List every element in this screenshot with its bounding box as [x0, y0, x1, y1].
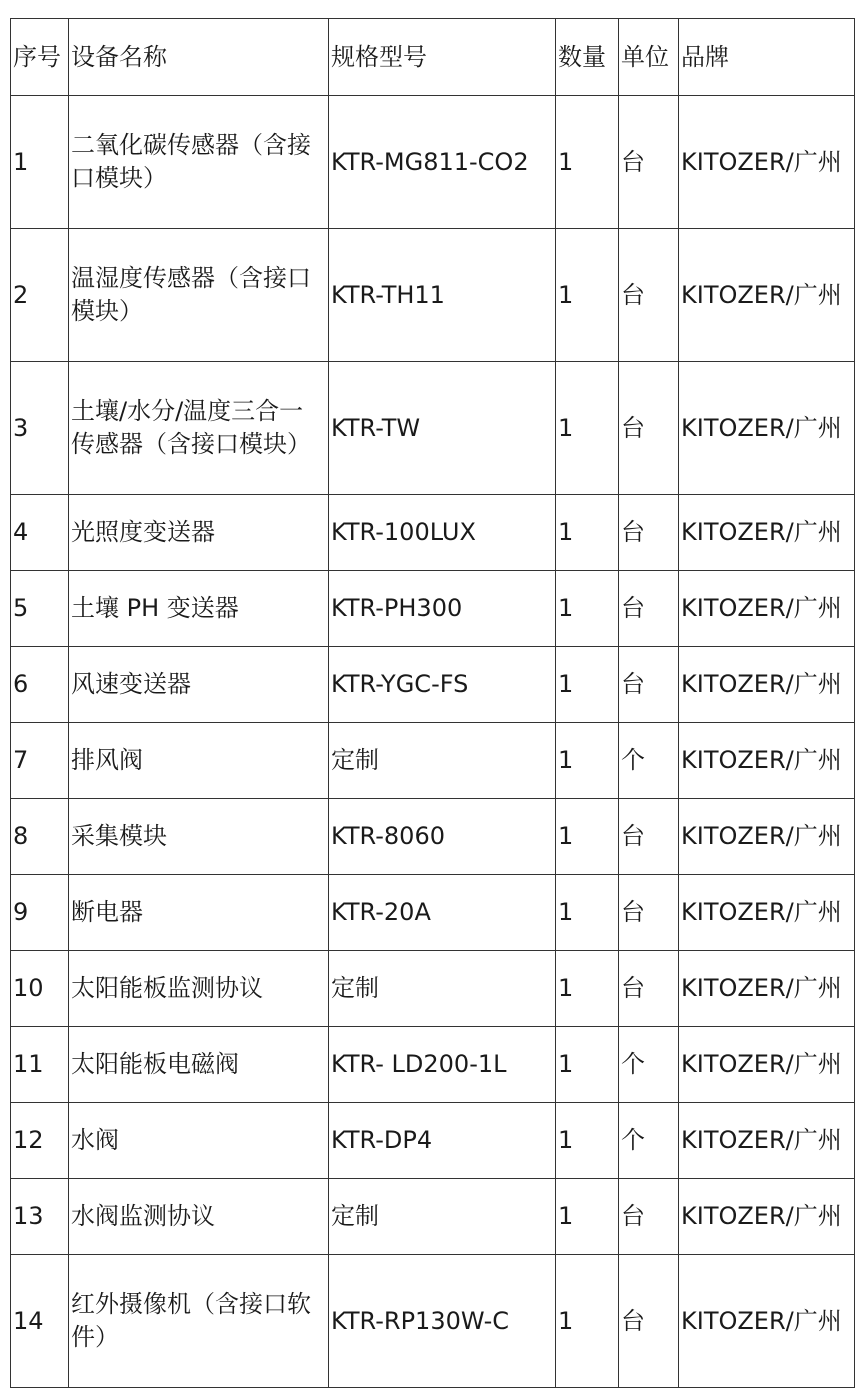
cell-brand: KITOZER/广州	[679, 96, 855, 229]
header-name: 设备名称	[69, 19, 329, 96]
cell-model: KTR-YGC-FS	[329, 647, 556, 723]
cell-model: KTR-DP4	[329, 1103, 556, 1179]
cell-unit: 台	[619, 229, 679, 362]
cell-name-line: 排风阀	[71, 746, 143, 774]
cell-index: 1	[11, 96, 69, 229]
header-model: 规格型号	[329, 19, 556, 96]
cell-name-line: 太阳能板监测协议	[71, 974, 263, 1002]
cell-unit: 个	[619, 1027, 679, 1103]
table-row	[11, 495, 855, 571]
cell-index: 2	[11, 229, 69, 362]
cell-name-line: 断电器	[71, 898, 143, 926]
cell-model: KTR-PH300	[329, 571, 556, 647]
table-row	[11, 1255, 855, 1388]
cell-model: 定制	[329, 723, 556, 799]
cell-name-line: 传感器（含接口模块）	[71, 430, 311, 458]
cell-unit: 台	[619, 951, 679, 1027]
cell-name-line: 件）	[71, 1323, 119, 1351]
cell-name	[69, 1103, 329, 1179]
cell-qty: 1	[556, 875, 619, 951]
cell-index: 8	[11, 799, 69, 875]
cell-name	[69, 799, 329, 875]
cell-brand: KITOZER/广州	[679, 951, 855, 1027]
cell-name-line: 风速变送器	[71, 670, 191, 698]
cell-index: 5	[11, 571, 69, 647]
cell-qty: 1	[556, 1179, 619, 1255]
cell-brand: KITOZER/广州	[679, 1027, 855, 1103]
cell-qty: 1	[556, 495, 619, 571]
cell-name	[69, 875, 329, 951]
table-row	[11, 362, 855, 495]
cell-qty: 1	[556, 1103, 619, 1179]
equipment-table	[10, 18, 855, 1388]
cell-name-line: 红外摄像机（含接口软	[71, 1290, 311, 1318]
table-row	[11, 1179, 855, 1255]
cell-index: 7	[11, 723, 69, 799]
cell-index: 12	[11, 1103, 69, 1179]
cell-brand: KITOZER/广州	[679, 229, 855, 362]
cell-brand: KITOZER/广州	[679, 1179, 855, 1255]
cell-name-line: 模块）	[71, 297, 143, 325]
header-index: 序号	[11, 19, 69, 96]
cell-model: KTR-20A	[329, 875, 556, 951]
table-row	[11, 571, 855, 647]
cell-model: KTR-TH11	[329, 229, 556, 362]
cell-model: KTR-100LUX	[329, 495, 556, 571]
cell-name	[69, 951, 329, 1027]
cell-name	[69, 362, 329, 495]
cell-name-line: 二氧化碳传感器（含接	[71, 131, 311, 159]
cell-brand: KITOZER/广州	[679, 799, 855, 875]
cell-qty: 1	[556, 1027, 619, 1103]
cell-qty: 1	[556, 571, 619, 647]
cell-qty: 1	[556, 362, 619, 495]
cell-name-line: 太阳能板电磁阀	[71, 1050, 239, 1078]
cell-model: KTR-MG811-CO2	[329, 96, 556, 229]
cell-name	[69, 723, 329, 799]
cell-unit: 个	[619, 1103, 679, 1179]
cell-qty: 1	[556, 647, 619, 723]
cell-name	[69, 571, 329, 647]
table-row	[11, 647, 855, 723]
cell-index: 14	[11, 1255, 69, 1388]
header-row	[11, 19, 855, 96]
cell-name-line: 采集模块	[71, 822, 167, 850]
cell-name	[69, 647, 329, 723]
table-row	[11, 723, 855, 799]
cell-name	[69, 495, 329, 571]
cell-model: KTR-8060	[329, 799, 556, 875]
header-qty: 数量	[556, 19, 619, 96]
cell-qty: 1	[556, 96, 619, 229]
cell-name	[69, 1179, 329, 1255]
cell-name	[69, 1027, 329, 1103]
cell-brand: KITOZER/广州	[679, 1103, 855, 1179]
cell-name-line: 土壤/水分/温度三合一	[71, 397, 304, 425]
cell-unit: 台	[619, 647, 679, 723]
cell-model: 定制	[329, 951, 556, 1027]
cell-index: 3	[11, 362, 69, 495]
table-row	[11, 229, 855, 362]
cell-model: KTR-RP130W-C	[329, 1255, 556, 1388]
cell-qty: 1	[556, 799, 619, 875]
cell-unit: 台	[619, 495, 679, 571]
cell-name-line: 土壤 PH 变送器	[71, 594, 239, 622]
cell-brand: KITOZER/广州	[679, 723, 855, 799]
cell-unit: 台	[619, 875, 679, 951]
cell-unit: 台	[619, 1255, 679, 1388]
table-row	[11, 875, 855, 951]
cell-index: 10	[11, 951, 69, 1027]
cell-index: 11	[11, 1027, 69, 1103]
cell-model: KTR-TW	[329, 362, 556, 495]
cell-brand: KITOZER/广州	[679, 495, 855, 571]
cell-index: 6	[11, 647, 69, 723]
header-unit: 单位	[619, 19, 679, 96]
cell-unit: 台	[619, 1179, 679, 1255]
cell-unit: 台	[619, 362, 679, 495]
cell-model: 定制	[329, 1179, 556, 1255]
table-row	[11, 799, 855, 875]
cell-unit: 台	[619, 96, 679, 229]
cell-unit: 台	[619, 571, 679, 647]
cell-name-line: 口模块）	[71, 164, 167, 192]
cell-qty: 1	[556, 723, 619, 799]
cell-unit: 个	[619, 723, 679, 799]
cell-brand: KITOZER/广州	[679, 571, 855, 647]
cell-name-line: 水阀	[71, 1126, 119, 1154]
cell-index: 9	[11, 875, 69, 951]
table-body	[11, 96, 855, 1388]
cell-name-line: 光照度变送器	[71, 518, 215, 546]
cell-brand: KITOZER/广州	[679, 1255, 855, 1388]
cell-name-line: 温湿度传感器（含接口	[71, 264, 311, 292]
cell-index: 4	[11, 495, 69, 571]
cell-brand: KITOZER/广州	[679, 647, 855, 723]
cell-brand: KITOZER/广州	[679, 875, 855, 951]
cell-unit: 台	[619, 799, 679, 875]
table-row	[11, 96, 855, 229]
table-row	[11, 1027, 855, 1103]
header-brand: 品牌	[679, 19, 855, 96]
cell-qty: 1	[556, 1255, 619, 1388]
cell-name	[69, 1255, 329, 1388]
cell-name	[69, 96, 329, 229]
table-row	[11, 951, 855, 1027]
table-row	[11, 1103, 855, 1179]
cell-index: 13	[11, 1179, 69, 1255]
cell-qty: 1	[556, 229, 619, 362]
cell-name	[69, 229, 329, 362]
cell-model: KTR- LD200-1L	[329, 1027, 556, 1103]
cell-name-line: 水阀监测协议	[71, 1202, 215, 1230]
cell-brand: KITOZER/广州	[679, 362, 855, 495]
cell-qty: 1	[556, 951, 619, 1027]
